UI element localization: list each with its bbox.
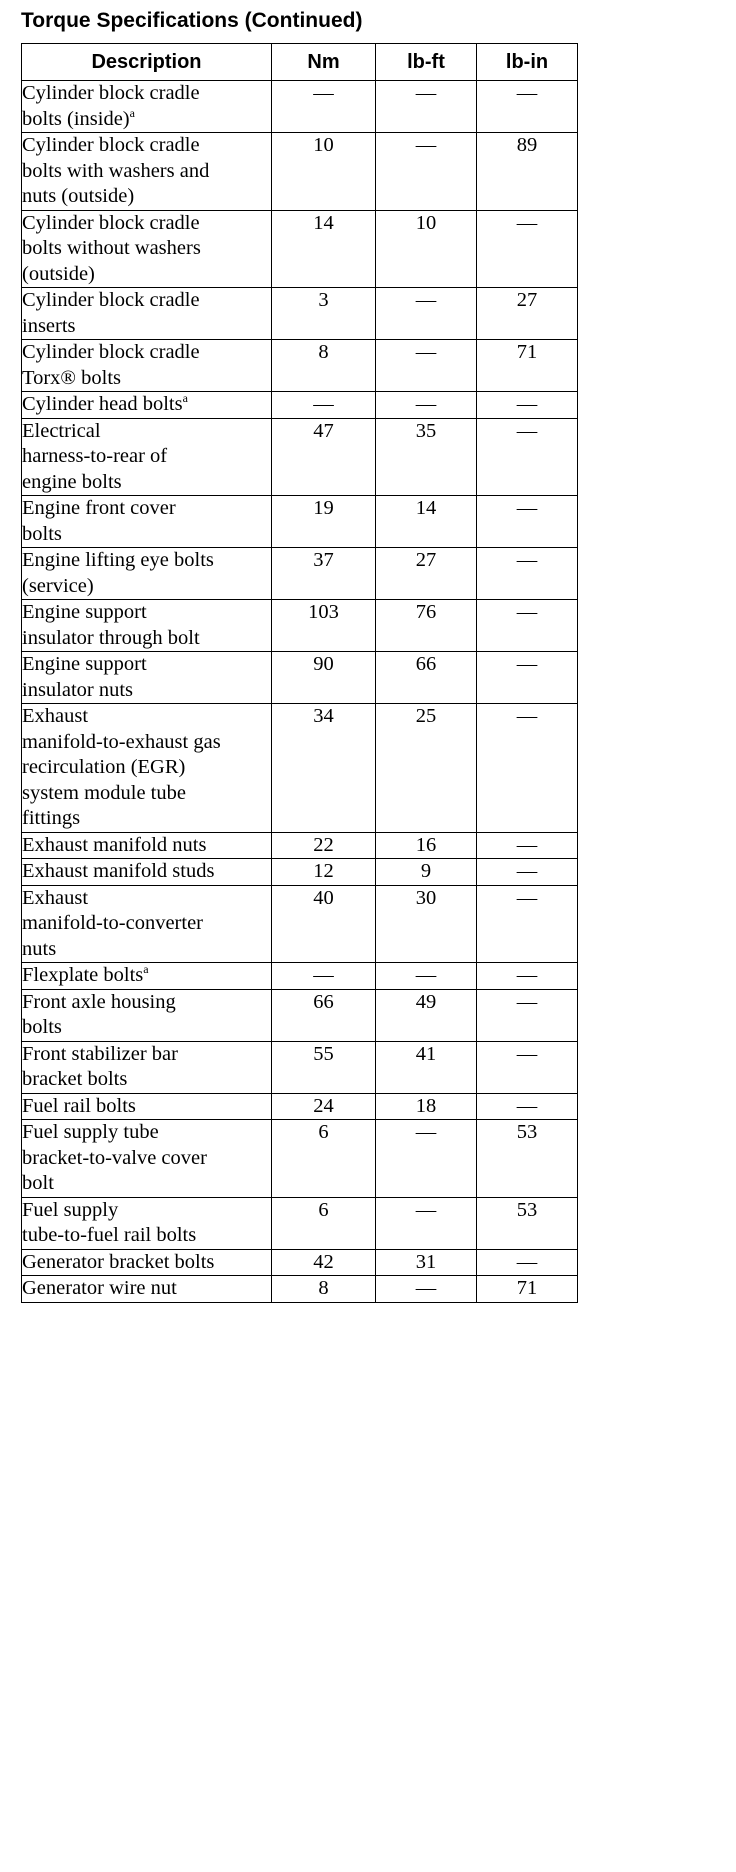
table-row <box>22 832 578 859</box>
description-cell <box>22 989 272 1041</box>
table-body <box>22 81 578 1303</box>
description-cell <box>22 496 272 548</box>
description-line: inserts <box>22 314 76 337</box>
table-row <box>22 1249 578 1276</box>
nm-value-cell: 47 <box>272 418 376 496</box>
description-line: Cylinder block cradle <box>22 134 200 156</box>
nm-value-cell: 24 <box>272 1093 376 1120</box>
nm-value-cell: — <box>272 81 376 133</box>
description-line: Cylinder block cradle <box>22 211 200 234</box>
nm-value-cell: 103 <box>272 600 376 652</box>
lb-in-value-cell: 89 <box>477 133 578 211</box>
table-row <box>22 1276 578 1303</box>
nm-value-cell: 8 <box>272 340 376 392</box>
description-cell <box>22 1197 272 1249</box>
description-cell <box>22 963 272 990</box>
lb-in-value-cell: — <box>477 392 578 419</box>
lb-in-value-cell: — <box>477 885 578 963</box>
lb-ft-value-cell: 10 <box>376 210 477 288</box>
lb-ft-value-cell: — <box>376 1197 477 1249</box>
description-line: bolts (inside) <box>22 107 130 130</box>
lb-ft-value-cell: 30 <box>376 885 477 963</box>
description-line: Engine front cover <box>22 497 176 519</box>
lb-in-value-cell: — <box>477 859 578 886</box>
description-line: Fuel supply tube <box>22 1121 159 1143</box>
description-line: Engine lifting eye bolts <box>22 549 214 571</box>
nm-value-cell: 22 <box>272 832 376 859</box>
nm-value-cell: 3 <box>272 288 376 340</box>
table-row <box>22 548 578 600</box>
lb-in-value-cell: — <box>477 652 578 704</box>
description-line: Generator wire nut <box>22 1277 177 1299</box>
table-row <box>22 496 578 548</box>
description-cell <box>22 288 272 340</box>
description-line: manifold-to-exhaust gas <box>22 730 221 753</box>
table-row <box>22 392 578 419</box>
nm-value-cell: — <box>272 392 376 419</box>
lb-in-value-cell: — <box>477 496 578 548</box>
nm-value-cell: 10 <box>272 133 376 211</box>
nm-value-cell: 66 <box>272 989 376 1041</box>
nm-value-cell: 8 <box>272 1276 376 1303</box>
lb-in-value-cell: — <box>477 600 578 652</box>
description-cell <box>22 340 272 392</box>
description-cell <box>22 600 272 652</box>
description-line: tube-to-fuel rail bolts <box>22 1224 197 1246</box>
description-line: insulator nuts <box>22 678 134 701</box>
description-line: fittings <box>22 807 81 829</box>
description-line: Electrical <box>22 419 101 442</box>
description-line: Front axle housing <box>22 990 176 1013</box>
description-cell <box>22 133 272 211</box>
description-line: (outside) <box>22 262 95 285</box>
description-line: Exhaust <box>22 886 89 909</box>
description-cell <box>22 704 272 833</box>
description-line: bolts with washers and <box>22 159 210 182</box>
lb-in-value-cell: — <box>477 704 578 833</box>
description-line: recirculation (EGR) <box>22 756 186 778</box>
lb-in-value-cell: 53 <box>477 1197 578 1249</box>
description-line: engine bolts <box>22 470 122 493</box>
nm-value-cell: — <box>272 963 376 990</box>
lb-ft-value-cell: 9 <box>376 859 477 886</box>
nm-value-cell: 6 <box>272 1120 376 1198</box>
footnote-marker: a <box>143 962 149 977</box>
footnote-marker: a <box>129 105 135 120</box>
description-cell <box>22 652 272 704</box>
table-row <box>22 133 578 211</box>
table-row <box>22 885 578 963</box>
table-row <box>22 704 578 833</box>
table-row <box>22 340 578 392</box>
description-line: bracket bolts <box>22 1068 128 1090</box>
lb-in-value-cell: 71 <box>477 1276 578 1303</box>
column-header-description: Description <box>22 44 272 81</box>
description-cell <box>22 1249 272 1276</box>
description-line: Exhaust manifold studs <box>22 860 215 882</box>
table-row <box>22 989 578 1041</box>
lb-ft-value-cell: — <box>376 1120 477 1198</box>
nm-value-cell: 90 <box>272 652 376 704</box>
nm-value-cell: 55 <box>272 1041 376 1093</box>
lb-ft-value-cell: 16 <box>376 832 477 859</box>
description-line: bolts without washers <box>22 237 201 259</box>
footnote-marker: a <box>182 391 188 406</box>
lb-ft-value-cell: 76 <box>376 600 477 652</box>
table-row <box>22 963 578 990</box>
lb-in-value-cell: — <box>477 81 578 133</box>
table-row <box>22 210 578 288</box>
description-cell <box>22 1093 272 1120</box>
description-line: bolts <box>22 1016 62 1038</box>
description-line: bolts <box>22 522 62 545</box>
description-line: Torx® bolts <box>22 366 121 389</box>
description-line: Fuel supply <box>22 1198 119 1221</box>
lb-ft-value-cell: 14 <box>376 496 477 548</box>
lb-in-value-cell: 71 <box>477 340 578 392</box>
table-row <box>22 1120 578 1198</box>
lb-ft-value-cell: 49 <box>376 989 477 1041</box>
lb-in-value-cell: — <box>477 989 578 1041</box>
description-line: insulator through bolt <box>22 626 200 649</box>
lb-ft-value-cell: — <box>376 392 477 419</box>
description-cell <box>22 548 272 600</box>
table-row <box>22 652 578 704</box>
lb-ft-value-cell: 41 <box>376 1041 477 1093</box>
lb-in-value-cell: — <box>477 1249 578 1276</box>
description-cell <box>22 1276 272 1303</box>
table-row <box>22 418 578 496</box>
lb-in-value-cell: — <box>477 418 578 496</box>
description-line: Engine support <box>22 653 147 675</box>
lb-ft-value-cell: 66 <box>376 652 477 704</box>
description-line: bracket-to-valve cover <box>22 1146 207 1169</box>
description-line: bolt <box>22 1172 54 1194</box>
description-line: Engine support <box>22 601 147 623</box>
description-cell <box>22 832 272 859</box>
lb-ft-value-cell: — <box>376 133 477 211</box>
lb-in-value-cell: — <box>477 832 578 859</box>
nm-value-cell: 14 <box>272 210 376 288</box>
nm-value-cell: 37 <box>272 548 376 600</box>
description-line: Exhaust manifold nuts <box>22 833 207 856</box>
nm-value-cell: 19 <box>272 496 376 548</box>
description-line: (service) <box>22 574 94 597</box>
nm-value-cell: 42 <box>272 1249 376 1276</box>
description-cell <box>22 81 272 133</box>
lb-ft-value-cell: 31 <box>376 1249 477 1276</box>
lb-ft-value-cell: — <box>376 288 477 340</box>
description-cell <box>22 210 272 288</box>
table-header <box>22 44 578 81</box>
lb-in-value-cell: — <box>477 963 578 990</box>
description-line: system module tube <box>22 781 186 804</box>
description-line: Cylinder block cradle <box>22 341 200 363</box>
lb-in-value-cell: — <box>477 548 578 600</box>
description-line: Cylinder block cradle <box>22 289 200 311</box>
description-line: manifold-to-converter <box>22 912 204 934</box>
lb-ft-value-cell: 35 <box>376 418 477 496</box>
lb-ft-value-cell: 25 <box>376 704 477 833</box>
lb-in-value-cell: — <box>477 210 578 288</box>
description-line: harness-to-rear of <box>22 445 168 467</box>
lb-in-value-cell: 53 <box>477 1120 578 1198</box>
column-header-lb-ft: lb-ft <box>376 44 477 81</box>
description-line: Cylinder head bolts <box>22 393 183 415</box>
description-line: Cylinder block cradle <box>22 82 200 104</box>
table-row <box>22 1197 578 1249</box>
description-line: Generator bracket bolts <box>22 1250 215 1273</box>
description-line: Front stabilizer bar <box>22 1042 178 1065</box>
description-cell <box>22 392 272 419</box>
table-row <box>22 81 578 133</box>
lb-ft-value-cell: 27 <box>376 548 477 600</box>
lb-in-value-cell: 27 <box>477 288 578 340</box>
description-cell <box>22 418 272 496</box>
lb-in-value-cell: — <box>477 1041 578 1093</box>
lb-in-value-cell: — <box>477 1093 578 1120</box>
lb-ft-value-cell: 18 <box>376 1093 477 1120</box>
description-line: nuts <box>22 937 57 960</box>
table-row <box>22 600 578 652</box>
nm-value-cell: 12 <box>272 859 376 886</box>
column-header-nm: Nm <box>272 44 376 81</box>
lb-ft-value-cell: — <box>376 81 477 133</box>
description-line: Exhaust <box>22 705 89 727</box>
table-row <box>22 1093 578 1120</box>
description-cell <box>22 885 272 963</box>
lb-ft-value-cell: — <box>376 1276 477 1303</box>
description-cell <box>22 1041 272 1093</box>
description-line: nuts (outside) <box>22 185 135 207</box>
nm-value-cell: 6 <box>272 1197 376 1249</box>
table-row <box>22 288 578 340</box>
nm-value-cell: 34 <box>272 704 376 833</box>
table-row <box>22 859 578 886</box>
page-title: Torque Specifications (Continued) <box>21 9 363 32</box>
header-row <box>22 44 578 81</box>
description-line: Fuel rail bolts <box>22 1094 136 1117</box>
description-cell <box>22 1120 272 1198</box>
lb-ft-value-cell: — <box>376 963 477 990</box>
table-row <box>22 1041 578 1093</box>
lb-ft-value-cell: — <box>376 340 477 392</box>
description-cell <box>22 859 272 886</box>
torque-spec-table <box>21 43 578 1303</box>
nm-value-cell: 40 <box>272 885 376 963</box>
description-line: Flexplate bolts <box>22 964 144 986</box>
column-header-lb-in: lb-in <box>477 44 578 81</box>
